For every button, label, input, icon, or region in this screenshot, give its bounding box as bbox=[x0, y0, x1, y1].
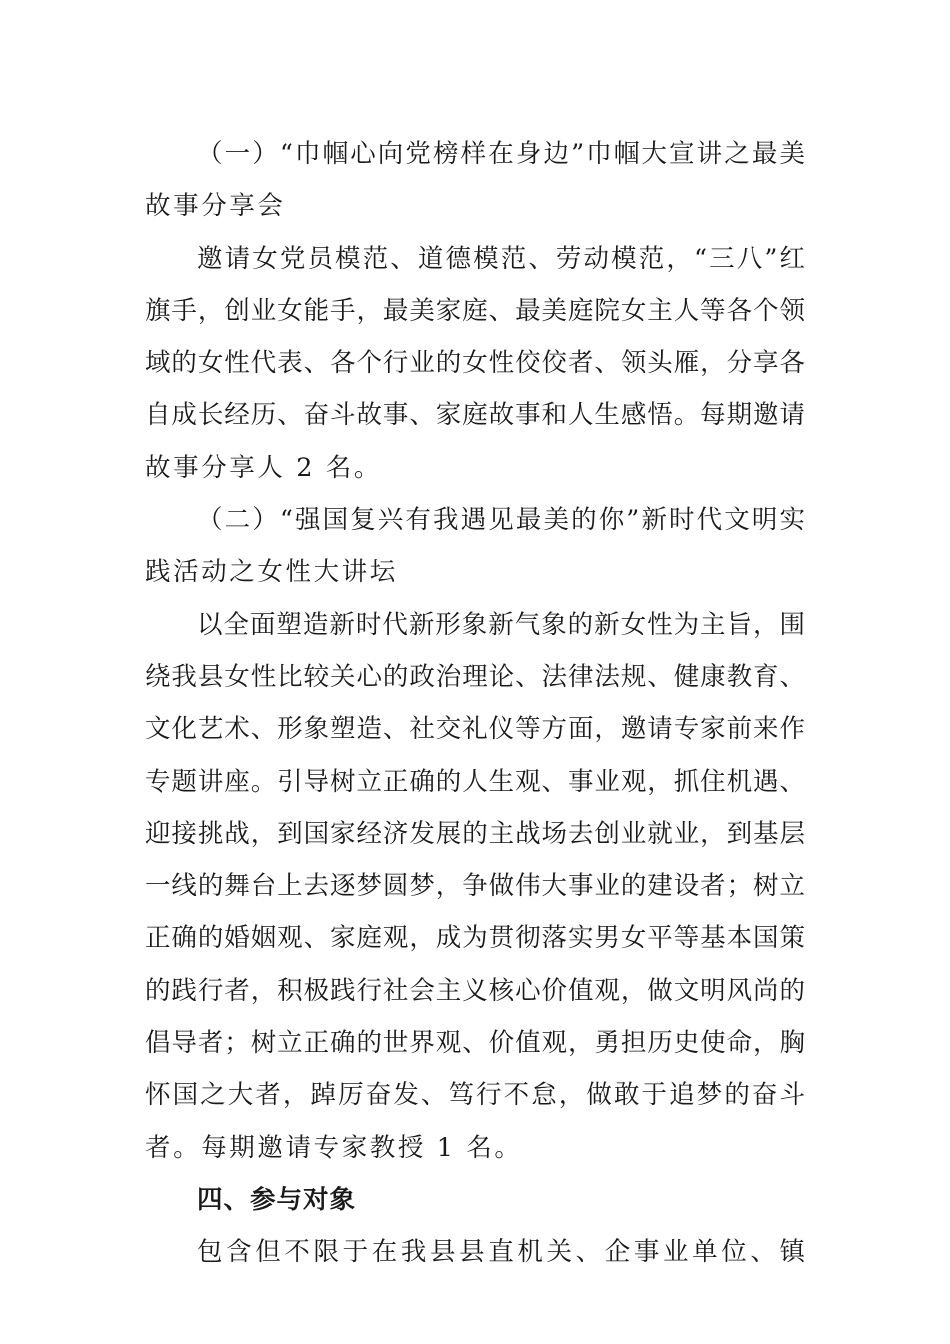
text-line: 者。每期邀请专家教授 1 名。 bbox=[145, 1132, 523, 1163]
section-heading bbox=[145, 1174, 805, 1226]
text-line: 绕我县女性比较关心的政治理论、法律法规、健康教育、 bbox=[145, 661, 805, 692]
paragraph-3 bbox=[145, 1226, 805, 1278]
subheading-2 bbox=[145, 494, 805, 599]
text-line: 邀请女党员模范、道德模范、劳动模范，“三八”红 bbox=[197, 243, 805, 274]
text-line: 迎接挑战，到国家经济发展的主战场去创业就业，到基层 bbox=[145, 818, 805, 849]
document-page bbox=[145, 128, 805, 1279]
paragraph-2 bbox=[145, 599, 805, 1174]
subheading-1 bbox=[145, 128, 805, 233]
paragraph-1 bbox=[145, 233, 805, 494]
text-line: 怀国之大者，踔厉奋发、笃行不怠，做敢于追梦的奋斗 bbox=[145, 1080, 805, 1111]
text-line: 自成长经历、奋斗故事、家庭故事和人生感悟。每期邀请 bbox=[145, 400, 805, 431]
text-line: （二）“强国复兴有我遇见最美的你”新时代文明实 bbox=[197, 505, 805, 536]
text-line: 以全面塑造新时代新形象新气象的新女性为主旨，围 bbox=[197, 609, 805, 640]
text-line: 旗手，创业女能手，最美家庭、最美庭院女主人等各个领 bbox=[145, 295, 805, 326]
text-line: （一）“巾帼心向党榜样在身边”巾帼大宣讲之最美 bbox=[197, 139, 805, 169]
text-line: 践活动之女性大讲坛 bbox=[145, 557, 398, 588]
text-line: 域的女性代表、各个行业的女性佼佼者、领头雁，分享各 bbox=[145, 348, 805, 379]
text-line: 故事分享人 2 名。 bbox=[145, 452, 382, 483]
text-line: 正确的婚姻观、家庭观，成为贯彻落实男女平等基本国策 bbox=[145, 923, 805, 954]
text-line: 故事分享会 bbox=[145, 191, 286, 222]
section-heading-text: 四、参与对象 bbox=[197, 1184, 357, 1215]
text-line: 专题讲座。引导树立正确的人生观、事业观，抓住机遇、 bbox=[145, 766, 805, 797]
text-line: 包含但不限于在我县县直机关、企事业单位、镇 bbox=[197, 1237, 805, 1268]
text-line: 倡导者；树立正确的世界观、价值观，勇担历史使命，胸 bbox=[145, 1028, 805, 1059]
text-line: 文化艺术、形象塑造、社交礼仪等方面，邀请专家前来作 bbox=[145, 714, 805, 745]
text-line: 一线的舞台上去逐梦圆梦，争做伟大事业的建设者；树立 bbox=[145, 871, 805, 902]
text-line: 的践行者，积极践行社会主义核心价值观，做文明风尚的 bbox=[145, 975, 805, 1006]
